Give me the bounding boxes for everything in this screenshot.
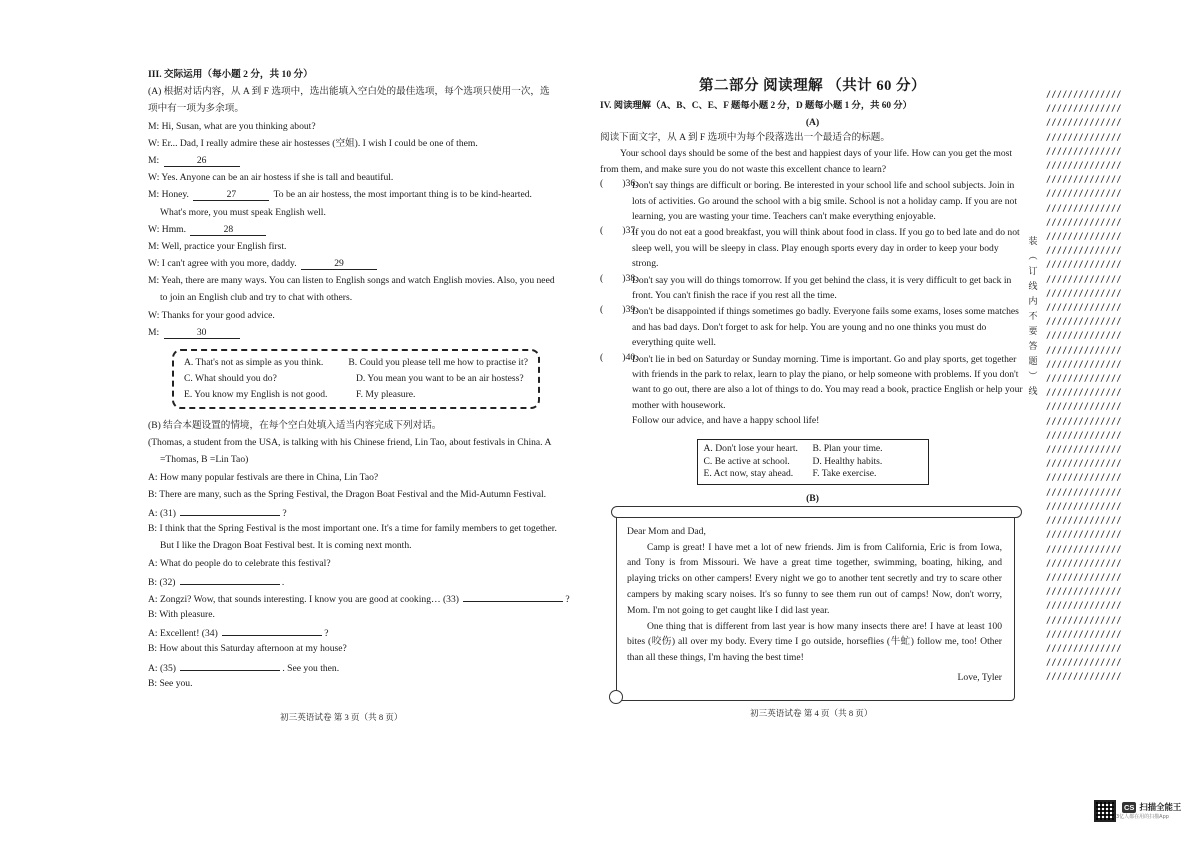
scanner-watermark — [1094, 800, 1181, 822]
dialogue-text: ? — [565, 593, 570, 605]
heading-options-box — [697, 439, 929, 485]
paragraph-text: If you do not eat a good breakfast, you will think about food in class. If you go to bed late and do not sleep well, you will be sleepy in class. Play enough sports every day in order to keep your body strong. — [632, 227, 1020, 270]
options-row — [704, 468, 922, 481]
dialogue-text: ? — [282, 507, 287, 519]
answer-blank[interactable]: 28 — [190, 223, 266, 236]
option-item: E. You know my English is not good. — [184, 389, 328, 400]
dialogue-line — [148, 572, 578, 589]
option-item: D. Healthy habits. — [812, 455, 883, 467]
binding-notice — [1026, 234, 1040, 399]
instructions: (A) 根据对话内容，从 A 到 F 选项中，选出能填入空白处的最佳选项，每个选项只使用一次，选 — [148, 86, 550, 98]
dialogue-text: W: Yes. Anyone can be an air hostess if she is tall and beautiful. — [148, 172, 394, 184]
paragraph — [600, 178, 1025, 224]
dialogue-line — [148, 555, 578, 572]
answer-blank[interactable]: 27 — [193, 188, 269, 201]
dialogue-text: A: (31) — [148, 507, 179, 519]
answer-blank[interactable]: 29 — [301, 257, 377, 270]
instructions: 阅读下面文字，从 A 到 F 选项中为每个段落选出一个最适合的标题。 — [600, 132, 890, 144]
dialogue-text: B: How about this Saturday afternoon at my house? — [148, 643, 347, 655]
dialogue-line — [148, 238, 578, 255]
option-item: B. Could you please tell me how to practise it? — [348, 357, 528, 368]
right-page — [600, 74, 1025, 701]
dialogue-line — [148, 623, 578, 640]
dialogue-line — [148, 537, 578, 554]
answer-blank[interactable] — [222, 623, 322, 636]
dialogue-text: A: Zongzi? Wow, that sounds interesting. I know you are good at cooking… (33) — [148, 593, 462, 605]
dialogue-text: B: With pleasure. — [148, 609, 215, 621]
answer-blank[interactable] — [180, 658, 280, 671]
dialogue-line — [148, 289, 578, 306]
dialogue-text: . — [281, 576, 285, 588]
binding-char: 装 — [1028, 236, 1038, 246]
dialogue-text: W: I can't agree with you more, daddy. — [148, 258, 299, 270]
dialogue-text: To be an air hostess, the most important thing is to be kind-hearted. — [271, 189, 532, 201]
paragraph — [600, 225, 1025, 271]
dialogue-line — [148, 640, 578, 657]
dialogue-a — [148, 118, 578, 341]
option-item: A. That's not as simple as you think. — [184, 357, 324, 368]
binding-char: ︶ — [1028, 371, 1038, 381]
dialogue-text: A: (35) — [148, 662, 179, 674]
dialogue-line — [148, 118, 578, 135]
dialogue-line — [148, 152, 578, 169]
scroll-curl — [609, 690, 623, 704]
dialogue-text: M: Hi, Susan, what are you thinking about? — [148, 120, 316, 132]
answer-blank[interactable] — [463, 589, 563, 602]
dialogue-line — [148, 520, 578, 537]
dialogue-text: to join an English club and try to chat with others. — [160, 292, 353, 304]
option-item: F. Take exercise. — [812, 468, 877, 480]
dialogue-text: M: Yeah, there are many ways. You can listen to English songs and watch English movies. Also, you need — [148, 275, 555, 287]
binding-char: 不 — [1028, 311, 1038, 321]
dialogue-text: B: (32) — [148, 576, 178, 588]
answer-bracket[interactable]: ( )40. — [600, 351, 638, 363]
letter-signature: Love, Tyler — [957, 671, 1002, 683]
binding-char: 要 — [1028, 326, 1038, 336]
dialogue-text: ? — [324, 628, 329, 640]
letter-paragraph: One thing that is different from last year is how many insects there are! I have at least 100 bites (咬伤) all over my body. Every time I go outside, horseflies (牛虻) follow me, too! Other than all these things, I'm having the best time! — [627, 620, 1002, 664]
binding-char: 题 — [1028, 356, 1038, 366]
dialogue-line — [148, 503, 578, 520]
letter-greeting: Dear Mom and Dad, — [627, 525, 706, 537]
dialogue-line — [148, 307, 578, 324]
dialogue-line — [148, 169, 578, 186]
answer-blank[interactable] — [180, 503, 280, 516]
dialogue-text: W: Er... Dad, I really admire these air hostesses (空姐). I wish I could be one of them. — [148, 137, 478, 149]
letter-paragraph: Camp is great! I have met a lot of new friends. Jim is from California, Eric is from Iowa, and Tony is from Missouri. We have a great time together, swimming, boating, hiking, and playing tricks on other campers! Every night we go to another tent secretly and try to scare other campers by making scary noises. It's so funny to see them run out of camps! Now, don't worry, Mom. I'm not going to get caught like I did last year. — [627, 541, 1002, 616]
dialogue-text: A: What do people do to celebrate this festival? — [148, 557, 331, 569]
part-title: 第二部分 阅读理解 （共计 60 分） — [699, 78, 926, 94]
answer-bracket[interactable]: ( )39. — [600, 304, 638, 316]
scanner-brand: 扫描全能王 — [1139, 802, 1182, 813]
dialogue-text: M: Honey. — [148, 189, 192, 201]
dialogue-line — [148, 204, 578, 221]
section-title: IV. 阅读理解（A、B、C、E、F 题每小题 2 分，D 题每小题 1 分，共 60 分） — [600, 101, 912, 111]
binding-char: 线 — [1028, 281, 1038, 291]
option-item: E. Act now, stay ahead. — [703, 468, 794, 480]
context: =Thomas, B =Lin Tao) — [160, 454, 249, 466]
scanner-subtitle: 3亿人都在用的扫描App — [1116, 814, 1169, 821]
options-box — [172, 349, 540, 409]
binding-margin — [1024, 88, 1124, 688]
paragraph — [600, 273, 1025, 304]
dialogue-line — [148, 589, 578, 606]
options-row — [704, 443, 922, 456]
intro-text: Your school days should be some of the best and happiest days of your life. How can you get the most from them, and make sure you do not waste this excellent chance to learn? — [600, 148, 1013, 175]
instructions: 项中有一项为多余项。 — [148, 103, 244, 115]
option-item: C. What should you do? — [184, 373, 277, 384]
letter-scroll — [616, 513, 1015, 701]
dialogue-text: M: — [148, 326, 162, 338]
paragraph — [600, 304, 1025, 350]
binding-char: 订 — [1028, 266, 1038, 276]
dialogue-text: But I like the Dragon Boat Festival best. It is coming next month. — [160, 540, 412, 552]
option-item: F. My pleasure. — [356, 389, 416, 400]
dialogue-line — [148, 255, 578, 272]
dialogue-text: A: How many popular festivals are there in China, Lin Tao? — [148, 471, 379, 483]
binding-char: ︵ — [1028, 251, 1038, 261]
dialogue-text: M: Well, practice your English first. — [148, 240, 287, 252]
dialogue-text: B: There are many, such as the Spring Festival, the Dragon Boat Festival and the Mid-Autumn Festival. — [148, 488, 547, 500]
options-row — [184, 355, 528, 371]
dialogue-line — [148, 186, 578, 203]
section-label: (A) — [805, 117, 820, 129]
dialogue-line — [148, 272, 578, 289]
dialogue-text: W: Hmm. — [148, 223, 189, 235]
paragraph-text: Don't say things are difficult or boring. Be interested in your school life and school subjects. Join in lots of activities. Go around the school with a big smile. School is not a holiday camp. If you are not learning, you are wasting your time. Teachers can't make everything enjoyable. — [632, 180, 1018, 222]
hatch-pattern: ////////////// ////////////// ////////////// ////////////// ////////////// ////////////// ////////////// ////////////// ////////////// ////////////// ////////////// ////////////// ////////////// ////////////// ////////////// ////////////// ////////////// ////////////// ////////////// ////////////// ////////////// ////////////// ////////////// ////////////// ////////////// ////////////// ////////////// ////////////// ////////////// ////////////// ////////////// ////////////// ////////////// ////////////// ////////////// ////////////// ////////////// ////////////// ////////////// ////////////// ////////////// ////////////// — [1046, 90, 1122, 683]
binding-char: 线 — [1028, 386, 1038, 396]
options-row — [184, 371, 528, 387]
dialogue-line — [148, 221, 578, 238]
answer-blank[interactable]: 26 — [164, 154, 240, 167]
dialogue-line — [148, 675, 578, 692]
dialogue-b — [148, 469, 578, 692]
options-row — [184, 387, 528, 403]
dialogue-line — [148, 324, 578, 341]
options-row — [704, 456, 922, 469]
dialogue-line — [148, 606, 578, 623]
option-item: B. Plan your time. — [812, 443, 883, 455]
dialogue-line — [148, 135, 578, 152]
dialogue-text: M: — [148, 154, 162, 166]
page-footer: 初三英语试卷 第 3 页（共 8 页） — [280, 712, 403, 722]
dialogue-text: What's more, you must speak English well. — [160, 206, 326, 218]
dialogue-text: B: I think that the Spring Festival is the most important one. It's a time for family members to get together. — [148, 523, 557, 535]
left-page — [148, 66, 578, 692]
section-title: III. 交际运用（每小题 2 分，共 10 分） — [148, 69, 313, 80]
answer-bracket[interactable]: ( )38. — [600, 272, 638, 284]
paragraph-text: Don't lie in bed on Saturday or Sunday morning. Time is important. Go and play sports, get together with friends in the park to relax, learn to play the piano, or help someone with problems. If you don't want to go out, there are also a lot of things to do. You may read a book, practice English or help your mother with housework. — [632, 353, 1023, 411]
reading-paragraphs — [600, 178, 1025, 413]
instructions: (B) 结合本题设置的情境，在每个空白处填入适当内容完成下列对话。 — [148, 420, 442, 431]
section-label: (B) — [806, 492, 819, 504]
paragraph-text: Don't be disappointed if things sometimes go badly. Everyone fails some exams, loses some matches and has bad days. Don't forget to ask for help. You are young and no one thinks you must do everything quite well. — [632, 306, 1019, 349]
dialogue-line — [148, 469, 578, 486]
answer-bracket[interactable]: ( )37. — [600, 225, 638, 237]
paragraph — [600, 352, 1025, 414]
dialogue-text: A: Excellent! (34) — [148, 628, 221, 640]
option-item: C. Be active at school. — [703, 455, 790, 467]
page-footer: 初三英语试卷 第 4 页（共 8 页） — [750, 708, 873, 718]
qr-code-icon — [1094, 800, 1116, 822]
dialogue-line — [148, 486, 578, 503]
context: (Thomas, a student from the USA, is talking with his Chinese friend, Lin Tao, about festivals in China. A — [148, 437, 552, 449]
closing-line: Follow our advice, and have a happy school life! — [632, 415, 820, 427]
answer-blank[interactable] — [180, 572, 280, 585]
answer-bracket[interactable]: ( )36. — [600, 178, 638, 190]
option-item: A. Don't lose your heart. — [703, 443, 798, 455]
dialogue-text: . See you then. — [282, 662, 340, 674]
answer-blank[interactable]: 30 — [164, 326, 240, 339]
paragraph-text: Don't say you will do things tomorrow. If you get behind the class, it is very difficult to get back in front. You can't finish the race if you rest all the time. — [632, 274, 1012, 302]
dialogue-text: W: Thanks for your good advice. — [148, 309, 275, 321]
dialogue-line — [148, 658, 578, 675]
dialogue-text: B: See you. — [148, 677, 193, 689]
cs-logo: CS — [1124, 802, 1135, 812]
binding-char: 答 — [1028, 341, 1038, 351]
option-item: D. You mean you want to be an air hostess? — [356, 373, 524, 384]
scroll-top-edge — [611, 506, 1022, 518]
binding-char: 内 — [1028, 296, 1038, 306]
